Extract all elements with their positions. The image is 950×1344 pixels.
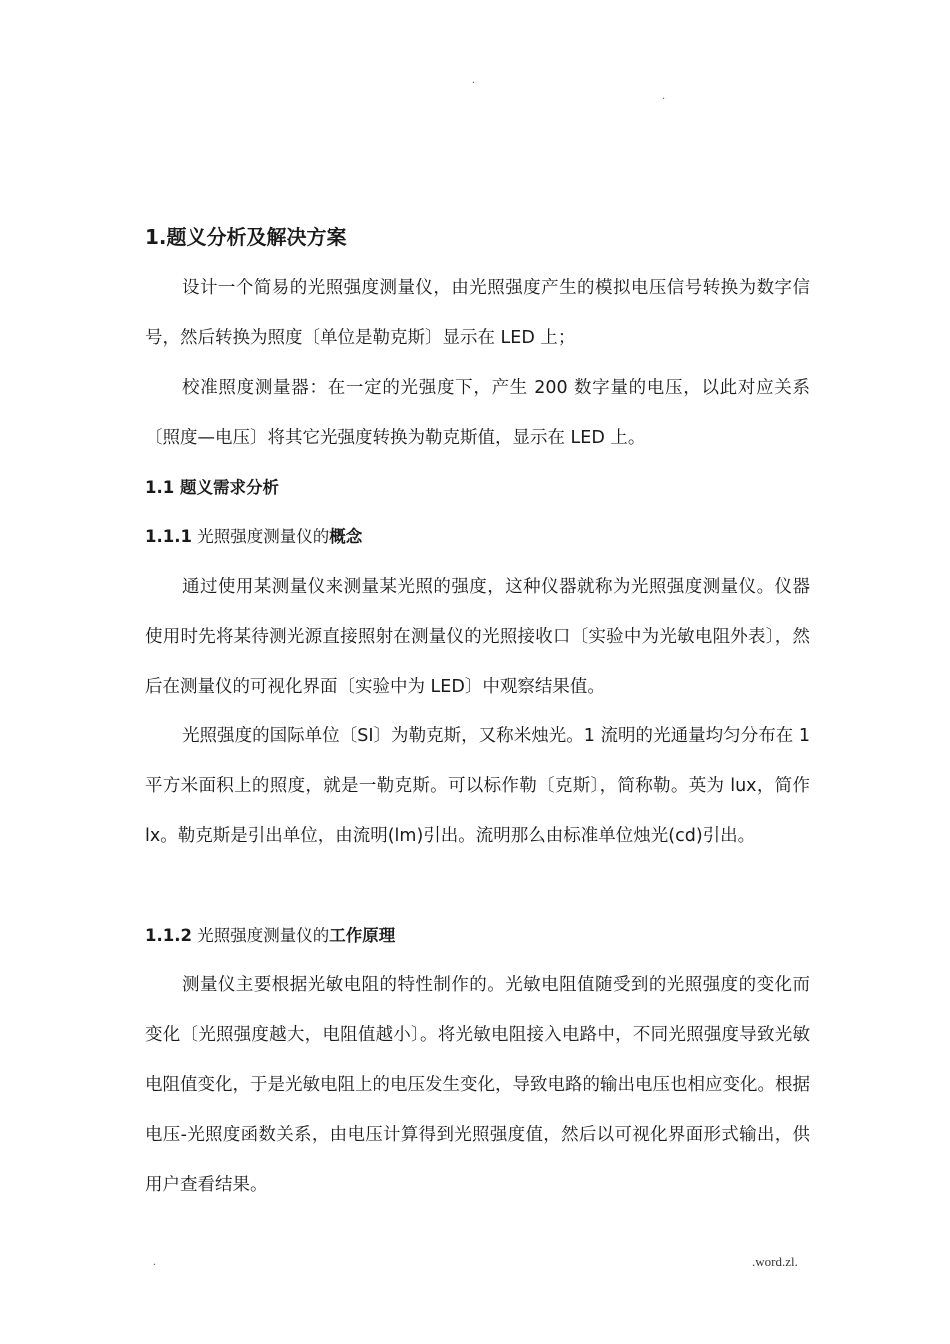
paragraph-units: 光照强度的国际单位〔SI〕为勒克斯，又称米烛光。1 流明的光通量均匀分布在 1 平方米面积上的照度，就是一勒克斯。可以标作勒〔克斯〕，简称勒。英为 lux，简作 lx。勒克斯是引出单位，由流明(lm)引出。流明那么由标准单位烛光(cd)引出。	[145, 726, 810, 846]
section-title-bold: 概念	[329, 527, 363, 546]
section-heading-1-1	[145, 473, 279, 503]
paragraph-principle: 测量仪主要根据光敏电阻的特性制作的。光敏电阻值随受到的光照强度的变化而变化〔光照强度越大，电阻值越小〕。将光敏电阻接入电路中，不同光照强度导致光敏电阻值变化，于是光敏电阻上的电压发生变化，导致电路的输出电压也相应变化。根据电压-光照度函数关系，由电压计算得到光照强度值，然后以可视化界面形式输出，供用户查看结果。	[145, 975, 810, 1195]
footer-watermark: .word.zl.	[752, 1254, 798, 1269]
paragraph-intro: 设计一个简易的光照强度测量仪，由光照强度产生的模拟电压信号转换为数字信号，然后转换为照度〔单位是勒克斯〕显示在 LED 上；	[145, 278, 810, 348]
section-title-bold: 工作原理	[329, 926, 396, 945]
footer-dot-left: .	[153, 1254, 156, 1268]
section-number: 1.1.2	[145, 926, 192, 945]
header-dot-right: .	[662, 88, 665, 102]
section-title: 光照强度测量仪的	[191, 926, 330, 945]
paragraph-calibration: 校准照度测量器：在一定的光强度下，产生 200 数字量的电压，以此对应关系〔照度—电压〕将其它光强度转换为勒克斯值，显示在 LED 上。	[145, 378, 810, 448]
section-heading-1-1-2	[145, 921, 395, 951]
paragraph-concept: 通过使用某测量仪来测量某光照的强度，这种仪器就称为光照强度测量仪。仪器使用时先将某待测光源直接照射在测量仪的光照接收口〔实验中为光敏电阻外表〕，然后在测量仪的可视化界面〔实验中为 LED〕中观察结果值。	[145, 577, 810, 697]
section-title: 光照强度测量仪的	[191, 527, 330, 546]
section-heading-1-1-text: 1.1 题义需求分析	[145, 478, 279, 497]
section-heading-1-1-1	[145, 522, 362, 552]
header-dot-left: .	[472, 72, 475, 86]
section-number: 1.1.1	[145, 527, 192, 546]
main-heading: 1.题义分析及解决方案	[145, 225, 347, 249]
